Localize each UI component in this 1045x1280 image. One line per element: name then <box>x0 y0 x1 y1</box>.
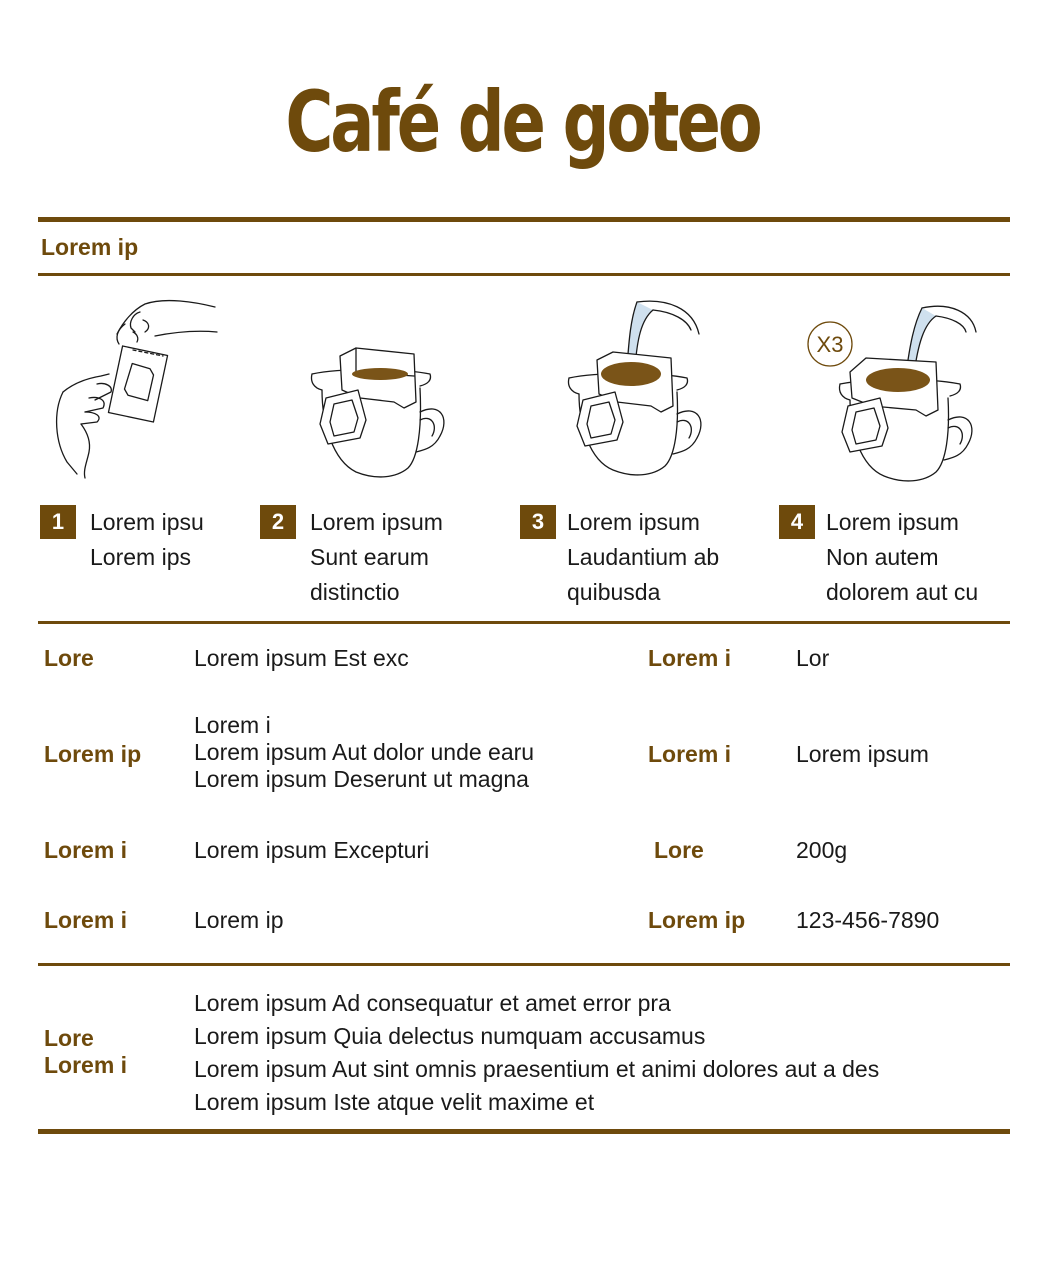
info-label: Lorem ip <box>44 741 142 767</box>
step-number: 1 <box>40 505 76 539</box>
step-line: Laudantium ab <box>567 544 720 570</box>
info-value: Lorem ipsum Est exc <box>194 645 409 671</box>
divider <box>38 1129 1010 1134</box>
info-line: Lorem ipsum Aut dolor unde earu <box>194 739 535 765</box>
step-line: Lorem ipsum <box>826 509 959 535</box>
info-label: Lorem i <box>648 741 732 767</box>
info-line: Lorem ipsum Deserunt ut magna <box>194 766 529 792</box>
step-text <box>826 505 978 610</box>
info-label: Lorem i <box>44 837 128 863</box>
info-value: 123-456-7890 <box>796 907 940 933</box>
drip-bag-on-cup-icon <box>300 332 450 482</box>
step-number: 4 <box>779 505 815 539</box>
section-label: Lorem ip <box>41 234 139 260</box>
notes-line: Lorem ipsum Quia delectus numquam accusamus <box>194 1023 706 1049</box>
info-value: Lorem ipsum <box>796 741 929 767</box>
info-label: Lorem ip <box>648 907 746 933</box>
page-title: Café de goteo <box>285 73 760 171</box>
step-number: 2 <box>260 505 296 539</box>
step-line: Lorem ipsu <box>90 509 204 535</box>
step-line: Lorem ips <box>90 544 191 570</box>
info-label: Lore <box>44 645 94 671</box>
info-label: Lorem i <box>44 907 128 933</box>
notes-text <box>194 987 879 1119</box>
divider <box>38 621 1010 624</box>
step-line: quibusda <box>567 579 661 605</box>
step-line: Non autem <box>826 544 939 570</box>
info-value: Lorem ip <box>194 907 284 933</box>
notes-line: Lorem ipsum Ad consequatur et amet error pra <box>194 990 671 1016</box>
info-label: Lorem i <box>648 645 732 671</box>
info-value-multiline <box>194 712 534 793</box>
info-value: 200g <box>796 837 848 863</box>
info-line: Lorem i <box>194 712 271 738</box>
pouring-water-repeat-icon <box>800 298 990 488</box>
divider <box>38 963 1010 966</box>
notes-label-line: Lore <box>44 1025 94 1051</box>
notes-line: Lorem ipsum Iste atque velit maxime et <box>194 1089 595 1115</box>
divider <box>38 273 1010 276</box>
step-text <box>90 505 204 575</box>
notes-label-line: Lorem i <box>44 1052 128 1078</box>
step-line: Sunt earum <box>310 544 429 570</box>
info-label: Lore <box>654 837 704 863</box>
step-line: dolorem aut cu <box>826 579 979 605</box>
info-value: Lorem ipsum Excepturi <box>194 837 430 863</box>
pouring-water-icon <box>557 298 707 483</box>
step-line: Lorem ipsum <box>310 509 443 535</box>
step-text <box>567 505 719 610</box>
step-number: 3 <box>520 505 556 539</box>
step-line: distinctio <box>310 579 400 605</box>
hands-opening-bag-icon <box>45 292 235 482</box>
divider <box>38 217 1010 222</box>
repeat-badge: X3 <box>816 332 844 357</box>
notes-label <box>44 1025 127 1079</box>
step-line: Lorem ipsum <box>567 509 700 535</box>
step-text <box>310 505 443 610</box>
notes-line: Lorem ipsum Aut sint omnis praesentium et animi dolores aut a des <box>194 1056 880 1082</box>
info-value: Lor <box>796 645 830 671</box>
